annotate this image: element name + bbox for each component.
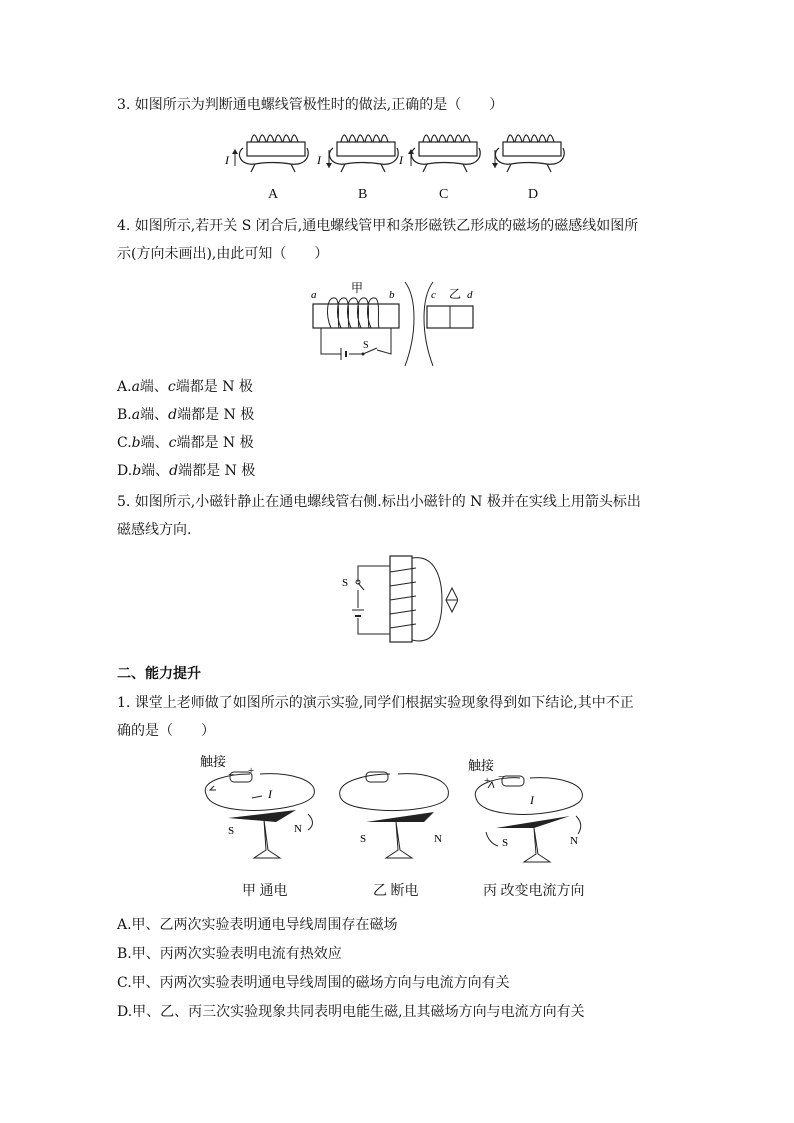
- q4-stem-line2: 示(方向未画出),由此可知（ ）: [117, 246, 329, 262]
- solenoid-hand-b: [326, 135, 398, 172]
- svg-text:N: N: [294, 823, 302, 835]
- q3-option-b: B: [358, 187, 368, 202]
- svg-text:触接: 触接: [468, 758, 495, 773]
- q4-solenoid-magnet-figure: [305, 278, 500, 370]
- svg-text:−: −: [498, 771, 505, 783]
- q5-solenoid-compass-figure: [338, 550, 458, 650]
- q4-choice-b: B.a端、d端都是 N 极: [117, 407, 255, 423]
- panel-yi: [340, 772, 449, 858]
- q3-option-a: A: [268, 187, 279, 202]
- svg-text:a: a: [311, 289, 317, 301]
- svg-text:b: b: [389, 289, 395, 301]
- q5-stem-line2: 磁感线方向.: [117, 522, 192, 538]
- q1-experiment-figure: [190, 750, 610, 880]
- q1-stem-line2: 确的是（ ）: [117, 723, 215, 739]
- svg-text:N: N: [434, 833, 442, 845]
- solenoid-hand-a: [232, 135, 308, 172]
- svg-text:乙: 乙: [449, 287, 462, 301]
- q1-caption-jia: 甲 通电: [242, 884, 288, 899]
- svg-text:I: I: [268, 787, 272, 801]
- q1-choice-b: B.甲、丙两次实验表明电流有热效应: [117, 946, 342, 962]
- svg-text:I: I: [317, 153, 321, 167]
- q1-stem-line1: 1. 课堂上老师做了如图所示的演示实验,同学们根据实验现象得到如下结论,其中不正: [117, 695, 634, 711]
- svg-text:S: S: [228, 825, 235, 837]
- solenoid-hand-d: [492, 135, 564, 172]
- svg-text:I: I: [399, 153, 403, 167]
- q4-choice-a: A.a端、c端都是 N 极: [117, 379, 253, 395]
- q5-stem-line1: 5. 如图所示,小磁针静止在通电螺线管右侧.标出小磁针的 N 极并在实线上用箭头标出: [117, 494, 641, 510]
- q1-caption-yi: 乙 断电: [373, 884, 419, 899]
- q1-caption-bing: 丙 改变电流方向: [483, 884, 585, 899]
- svg-text:d: d: [467, 289, 473, 301]
- svg-text:+: +: [484, 775, 491, 787]
- section-title: 二、能力提升: [117, 666, 201, 682]
- q1-choice-a: A.甲、乙两次实验表明通电导线周围存在磁场: [117, 917, 398, 933]
- svg-text:S: S: [363, 340, 369, 351]
- q3-option-d: D: [528, 187, 539, 202]
- q1-choice-d: D.甲、乙、丙三次实验现象共同表明电能生磁,且其磁场方向与电流方向有关: [117, 1004, 585, 1020]
- solenoid-hand-c: [408, 135, 480, 172]
- panel-jia: [200, 754, 314, 858]
- svg-text:N: N: [570, 835, 578, 847]
- svg-text:−: −: [228, 769, 235, 781]
- q4-choice-c: C.b端、c端都是 N 极: [117, 435, 254, 451]
- svg-text:S: S: [502, 837, 509, 849]
- svg-text:甲: 甲: [351, 281, 364, 295]
- svg-text:+: +: [248, 765, 255, 777]
- q3-option-c: C: [439, 187, 449, 202]
- svg-text:S: S: [342, 577, 349, 589]
- q3-stem: 3. 如图所示为判断通电螺线管极性时的做法,正确的是（ ）: [117, 97, 504, 113]
- panel-bing: [468, 758, 582, 862]
- q4-choice-d: D.b端、d端都是 N 极: [117, 463, 256, 479]
- svg-text:I: I: [225, 153, 229, 167]
- q1-choice-c: C.甲、丙两次实验表明通电导线周围的磁场方向与电流方向有关: [117, 975, 510, 991]
- q4-stem-line1: 4. 如图所示,若开关 S 闭合后,通电螺线管甲和条形磁铁乙形成的磁场的磁感线如图所: [117, 218, 639, 234]
- svg-text:I: I: [530, 793, 534, 807]
- q3-hand-figures: [225, 122, 575, 184]
- svg-text:c: c: [431, 289, 436, 301]
- svg-text:触接: 触接: [200, 754, 227, 769]
- svg-text:S: S: [360, 833, 367, 845]
